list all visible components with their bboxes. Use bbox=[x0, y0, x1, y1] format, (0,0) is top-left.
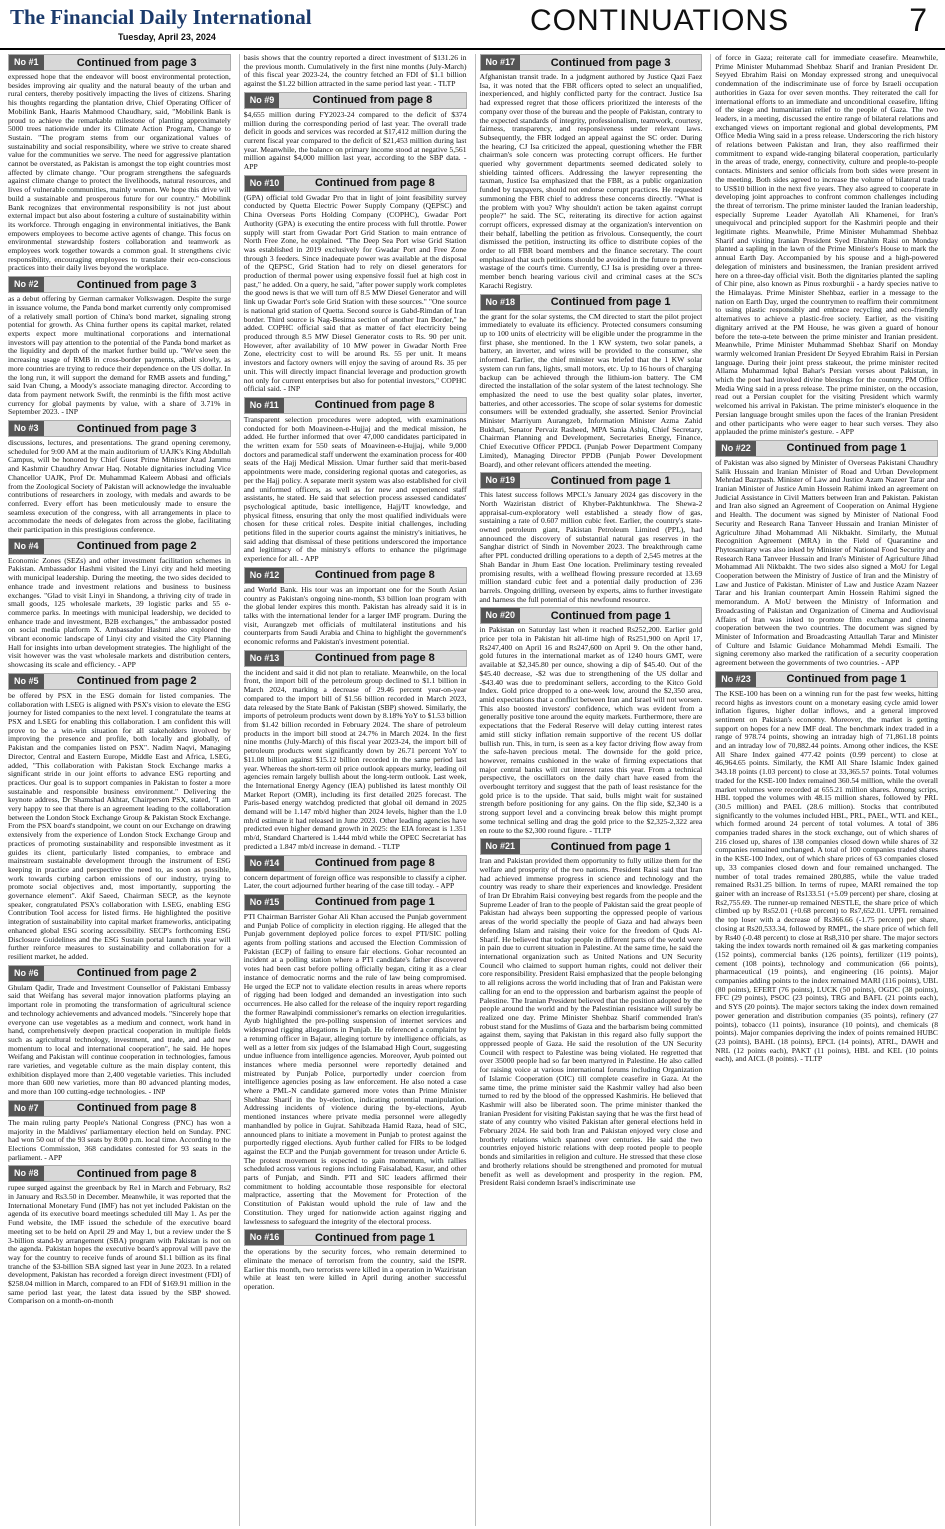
continued-from-label: Continued from page 8 bbox=[76, 1167, 197, 1180]
continuation-story bbox=[8, 965, 231, 1097]
story-header bbox=[480, 54, 703, 71]
continuation-story bbox=[8, 276, 231, 417]
story-body: concern department of foreign office was responsible to classify a cipher. Later, the court adjourned further hearing of the case till today. - APP bbox=[243, 872, 467, 891]
story-header bbox=[715, 440, 938, 457]
story-header bbox=[480, 294, 703, 311]
continuation-story bbox=[715, 440, 938, 668]
story-body: PTI Chairman Barrister Gohar Ali Khan accused the Punjab government and Punjab Police of complicity in election rigging. He alleged that the Punjab government deployed police forces to expel PTI/SIC polling agents from polling stations and accused the Election Commission of Pakistan (ECP) of failing to ensure fair elections. Gohar recounted an incident at a polling station where a PTI candidate's father discovered votes had been cast before polling officially began, citing it as a clear instance of democratic norms and the rule of law being compromised. He urged the ECP not to validate election results in areas where reports of rigging had been lodged and demanded an investigation into such occurrences. He also called for the release of the inquiry report regarding the former Rawalpindi commissioner's remarks on election irregularities. Ayub highlighted the pre-polling suspension of internet services and widespread rigging allegations in Punjab. He referenced a complaint by a returning officer in Bajaur, alleging torture by intelligence officials, as well as a letter from six judges of the Islamabad High Court, suggesting undue influence from intelligence agencies. Moreover, Ayub pointed out instances where media personnel were reportedly detained and mistreated by Punjab Police, purportedly under coercion from intelligence agencies posing as law enforcement. He also noted a case where a PML-N candidate garnered more votes than Prime Minister Shehbaz Sharif in the by-election, indicating potential manipulation. Addressing incidents of violence during the by-elections, Ayub mentioned instances where private media personnel were allegedly manhandled by police in Gujrat. Sahibzada Hamid Raza, head of SIC, announced plans to initiate a movement in Punjab to protest against the purportedly rigged elections. Ayub further called for FIRs to be lodged against the ECP and the Punjab government for treason under Article 6. The protest movement is expected to gain momentum, with rallies scheduled across various regions including Faisalabad, Kasur, and other parts of Punjab, and Sindh. PTI and SIC leaders affirmed their commitment to holding accountable those responsible for electoral malpractice, asserting that the Movement for Protection of the Constitution of Pakistan would uphold the rule of law and the Constitution. They urged for nationwide action against rigging and lawlessness to safeguard the integrity of the electoral process. bbox=[243, 911, 467, 1226]
story-header bbox=[8, 276, 231, 293]
continued-from-label: Continued from page 1 bbox=[786, 673, 907, 686]
story-number: No #2 bbox=[9, 277, 44, 292]
story-number: No #23 bbox=[716, 672, 756, 687]
paper-name: The Financial Daily International bbox=[10, 5, 312, 29]
story-header bbox=[715, 671, 938, 688]
continuation-story bbox=[244, 1229, 467, 1292]
story-number: No #22 bbox=[716, 441, 756, 456]
continued-from-label: Continued from page 2 bbox=[76, 675, 197, 688]
continuation-story bbox=[244, 397, 467, 564]
story-number: No #7 bbox=[9, 1101, 44, 1116]
story-number: No #17 bbox=[481, 55, 521, 70]
story-body: rupee surged against the greenback by Re1 in March and February, Rs2 in January and Rs3.50 in December. Meanwhile, it was reported that the International Monetary Fund (IMF) has not yet included Pakistan on the agenda of its executive board meetings scheduled till May 1. As per the Fund website, the IMF issued the schedule of the executive board meeting set to be held on April 29 and May 1, but a review under the $ 3-billion stand-by arrangement (SBA) program with Pakistan is not on the agenda. Pakistan hopes the executive board's approval will pave the way for the country to receive funds of around $1.1 billion as its final tranche of the $3-billion SBA signed last year in June 2023. In a related development, Pakistan has recorded a foreign direct investment (FDI) of $258.04 million in March, compared to an FDI of $169.91 million in the same period last year, the latest data issued by the SBP showed. Comparison on a month-on-month bbox=[8, 1183, 231, 1306]
story-body: the operations by the security forces, who remain determined to eliminate the menace of terrorism from the country, said the ISPR. Earlier this month, two terrorists were killed in a operation in Waziristan while at least ten were killed in April during another successful operation. bbox=[243, 1247, 467, 1292]
story-body: as a debut offering by German carmaker Volkswagen. Despite the surge in issuance volume, the Panda bond market currently only compromised of a relatively small portion of China's bond market, signaling strong potential for growth. As China further opens its capital market, related experts expect more multinational corporations and international investors will pay attention to the potential of the Panda bond market as the liquidity and depth of the market further build up. "We've seen the increasing usage of RMB in cross-border payments, albeit slowly, as more countries are trying to reduce their dependence on the US dollar. In the long run, it will support the demand for RMB assets and funding," said Ivan Chung, a Moody's associate managing director. According to data from payment network Swift, the renminbi is the fifth most active currency for global payments by value, with a share of 3.71% in September 2023. - INP bbox=[8, 294, 231, 417]
story-header bbox=[8, 1100, 231, 1117]
story-header bbox=[480, 607, 703, 624]
story-body: expressed hope that the endeavor will boost environmental protection, besides improving air quality and the natural beauty of the urban and rural centers, thereby positively impacting the lives of citizens. Sharing his thoughts regarding the plantation drive, Chief Operating Officer of Mobilink Bank, Haaris Mahmood Chaudhary, said, "Mobilink Bank is proud to achieve the remarkable milestone of planting approximately 5000 trees nationwide under its Climate Action Program, Change to Sustain. "The program stems from our organizational values of sustainability and social responsibility, where we strive to create shared value for the communities we serve. The need for aggressive plantation cannot be overstated, as Pakistan is amongst the top eight countries most affected by climate change. "Our program strengthens the safeguards against climate change to protect the livelihoods, natural resources, and lives of vulnerable communities, mainly women. We hope this drive will build a sustainable and prosperous future for our country." Mobilink Bank recognizes that environmental responsibility is not just about external impact but also about fostering a culture of sustainability within its workforce. Through engaging in environmental initiatives, the Bank empowers employees to become active agents of change. This focus on environmental stewardship fosters collaboration and teamwork as employees work together towards a common goal. It strengthens civic responsibility, encouraging employees to translate their eco-conscious practices into their daily lives beyond the workplace. bbox=[8, 72, 231, 273]
story-header bbox=[244, 175, 467, 192]
story-header bbox=[8, 965, 231, 982]
continuation-story bbox=[480, 294, 703, 470]
continued-from-label: Continued from page 8 bbox=[314, 177, 435, 190]
continuation-story bbox=[244, 894, 467, 1226]
continuation-story bbox=[244, 92, 467, 172]
continuation-story bbox=[8, 54, 231, 273]
story-number: No #16 bbox=[245, 1230, 285, 1245]
story-number: No #14 bbox=[245, 856, 285, 871]
story-body: the grant for the solar systems, the CM directed to start the pilot project immediately to evaluate its efficiency. Protected consumers consuming up to 100 units of electricity will be eligible under the programme in the first phase, she mentioned. In the 1 KW system, two solar panels, a battery, an inverter, and wires will be provided to the consumer, she informed. Earlier, the chief minister was briefed that the 1 KW solar system can run fans, lights, small motors, etc. Up to 16 hours of charging backup can be achieved through the lithium-ion battery. The CM directed the installation of the solar system of the latest technology. She emphasized the need to use the best quality solar plates, inverter, batteries, and other accessories. The scope of solar systems for domestic consumers will be extended gradually, she asserted. Senior Provincial Minister Marriyum Aurangzeb, Information Minister Azma Zahid Bukhari, Senator Pervaiz Rasheed, MPA Sania Ashiq, Chief Secretary, Chairman Planning and Development, Secretaries Energy, Finance, Chief Executive Officer PPDCL (Punjab Power Department Company Limited), Managing Director PPDB (Punjab Power Development Board), and other relevant officers attended the meeting. bbox=[479, 311, 703, 469]
continued-from-label: Continued from page 3 bbox=[76, 422, 197, 435]
story-body: Afghanistan transit trade. In a judgment authored by Justice Qazi Faez Isa, it was noted that the FBR officers opted to select an unqualified, inexperienced, and highly conflicted party for the contract. Justice Isa had expressed regret that those officers prioritized the interests of the company over those of the bureau and the people of Pakistan, contrary to the expected standards of integrity, professionalism, teamwork, courtesy, fairness, transparency, and responsiveness under relevant laws. Subsequently, the FBR lodged an appeal against the SC order. During the hearing, CJ Isa criticized the appeal, questioning whether the FBR chairman's sole concern was protecting corrupt officers. He further queried why government departments seemed dedicated solely to shielding tainted officers. Addressing the lawyer representing the taxman, Justice Isa emphasized that the FBR, as a public organization funded by taxpayers, should not endorse corrupt practices. He requested summoning the FBR chief to address these concerns directly. "What is the problem with you? Why shouldn't action be taken against corrupt people?" he said. The SC, reiterating its directive for action against corrupt officers, expressed dismay at the organization's intervention on their behalf, labelling the petition as frivolous. Consequently, the court dismissed the petition, instructing its office to distribute copies of the order to all FBR board members and the finance secretary. The court emphasized that such petitions should be avoided in the future to prevent wastage of the court's time. Currently, CJ Isa is presiding over a three-member bench hearing various civil and criminal cases at the SC's Karachi Registry. bbox=[479, 72, 703, 290]
continued-from-label: Continued from page 8 bbox=[314, 569, 435, 582]
continuation-story bbox=[244, 855, 467, 891]
news-column bbox=[475, 54, 703, 1526]
continuation-story bbox=[244, 650, 467, 852]
story-header bbox=[8, 54, 231, 71]
continued-from-label: Continued from page 8 bbox=[314, 652, 435, 665]
news-column bbox=[710, 54, 938, 1526]
continued-from-label: Continued from page 8 bbox=[314, 857, 435, 870]
continued-from-label: Continued from page 1 bbox=[550, 840, 671, 853]
story-number: No #21 bbox=[481, 839, 521, 854]
continued-from-label: Continued from page 1 bbox=[314, 896, 435, 909]
story-body: The KSE-100 has been on a winning run for the past few weeks, hitting record highs as investors count on a monetary easing cycle amid lower inflation figures, higher dollar inflows, and a general improved sentiment on Pakistan's economy. Moreover, the market is getting support on hopes for a new IMF deal. The benchmark index traded in a range of 978.74 points, showing an intraday high of 71,861.18 points and an intraday low of 70,882.44 points. Among other indices, the KSE All Share Index gained 477.42 points (0.99 percent) to close at 46,964.65 points. Similarly, the KMI All Share Islamic Index gained 343.18 points (1.03 percent) to close at 33,365.57 points. Total volumes traded for the KSE-100 Index remained 360.54 million, while the overall market volumes were recorded at 655.21 million shares. Among scrips, HBL topped the volumes with 48.15 million shares, followed by PRL (30.5 million) and PAEL (28.6 million). Stocks that contributed significantly to the volumes included HBL, PRL, PAEL, WTL and KEL, which formed around 24 percent of total volumes. A total of 386 companies traded shares in the stock exchange, out of which shares of 216 closed up, shares of 138 companies closed down while shares of 32 companies remained unchanged. A total of 100 companies traded shares in the KSE-100 Index, out of which share prices of 63 companies closed up, 33 companies closed down and four remained unchanged. The number of total trades remained 280,885, while the value traded remained Rs31.25 billion. In terms of rupee, MARI remained the top gainer with an increase of Rs133.51 (+5.09 percent) per share, closing at Rs2,755.69. The runner-up remained NESTLE, the share price of which climbed up by Rs52.01 (+0.68 percent) to Rs7,652.01. UPFL remained the top loser with a decrease of Rs366.66 (-1.75 percent) per share, closing at Rs20,533.34, followed by RMPL, the share price of which fell by Rs40 (-0.48 percent) to close at Rs8,310 per share. The major sectors taking the index towards north remained oil & gas marketing companies (152 points), commercial banks (126 points), fertilizer (119 points), cement (108 points), technology and communication (66 points), pharmaceutical (19 points), and engineering (16 points). Major companies adding points to the index remained MARI (116 points), UBL (80 points), EFERT (76 points), LUCK (50 points), OGDC (38 points), FFC (29 points), PSOC (23 points), TRG and BAFL (21 points each), and SYS (20 points). The major sectors taking the index down remained power generation and distribution companies (35 points), refinery (27 points), tobacco (11 points), insurance (10 points), and chemicals (8 points). Major companies depriving the index of points remained HUBC (23 points), BAHL (18 points), EPCL (14 points), ATRL, DAWH and NRL (12 points each), PAKT (11 points), HBL and KEL (10 points each), and AICL (8 points). - TLTP bbox=[715, 688, 938, 1064]
story-body: discussions, lectures, and presentations. The grand opening ceremony, scheduled for 9:00 AM at the main auditorium of UAJK's King Abdullah Campus, will be honored by Chief Guest Prime Minister Azad Jammu and Kashmir Chaudhry Anwar Haq. Notable dignitaries including Vice Chancellor UAJK, Prof Dr. Muhammad Kaleem Abbasi and officials from the Zoological Society of Pakistan will acknowledge the invaluable contributions of researchers in zoology, with medals and awards to be conferred. Every effort has been meticulously made to ensure the seamless execution of the congress, with all arrangements in place to accommodate the needs of delegates from across the globe, facilitating their participation in this prestigious conference. bbox=[8, 438, 231, 535]
story-number: No #19 bbox=[481, 473, 521, 488]
continuation-story bbox=[244, 567, 467, 647]
story-header bbox=[8, 1165, 231, 1182]
continuation-story bbox=[244, 54, 467, 89]
story-body: basis shows that the country reported a direct investment of $131.26 in the previous month. Cumulatively in the first nine months (July-March) of this fiscal year 2023-24, the country fetched an FDI of $1.1 billion against the $1.22 billion attracted in the same period last year. - TLTP bbox=[243, 54, 467, 89]
article-columns bbox=[8, 54, 938, 1526]
story-body: of force in Gaza; reiterate call for immediate ceasefire. Meanwhile, Prime Minister Muhammad Shehbaz Sharif and Iranian President Dr. Seyyed Ebrahim Raisi on Monday expressed strong and unequivocal condemnation of the indiscriminate use of force by Israeli occupation authorities in Gaza for over seven months. They reiterated the call for international efforts to an immediate and unconditional ceasefire, lifting of the siege and humanitarian relief to the people of Gaza. The two leaders, in a meeting, discussed the entire range of bilateral relations and exchanged views on important regional and global developments, PM Office Media Wing said in a press release. Underscoring the rich history of relations between Pakistan and Iran, they also reaffirmed their commitment to expand wide-ranging bilateral cooperation, particularly in the areas of trade, energy, connectivity, culture and people-to-people contacts. Ministers and senior officials from both sides were present in the meeting. Both sides agreed to increase the volume of bilateral trade to US$10 billion in the next five years. They also agreed to cooperate in developing joint approaches to confront common challenges including the threat of terrorism. The prime minister lauded the Iranian leadership, especially Supreme Leader Ayatollah Ali Khamenei, for Iran's unequivocal and principled support for the Kashmiri people and their legitimate rights. Meanwhile, Prime Minister Muhammad Shehbaz Sharif and visiting Iranian President Syed Ebrahim Raisi on Monday planted a sapling in the lawn of the Prime Minister's House to mark the annual Earth Day. Accompanied by his spouse and a high-powered delegation of ministers and businessmen, the Iranian president arrived here on a three-day official visit. Both the dignitaries planted the sapling of Chir pine, also known as Pinus roxburghii - a hardy species native to the Himalayas. Prime Minister Shehbaz, earlier in a message to the nation on Earth Day, urged the countrymen to reaffirm their commitment to using plastic responsibly and embrace recycling and eco-friendly alternatives to achieve a plastic-free society. Earlier, as the visiting dignitary arrived at the PM House, he was given a guard of honour before the tete-a-tete between the prime minister and Iranian president. Meanwhile, Prime Minister Muhammad Shehbaz Sharif on Monday warmly welcomed Iranian President Dr Seyyed Ebrahim Raisi in Persian language. During their joint press stakeout, the prime minister recited Allama Muhammad Iqbal Bahar's Persian verses about Pakistan, in which the poet had invoked divine blessings for the country, PM Office Media Wing said in a press release. The prime minister, on the occasion, read out a Persian couplet for the visiting President which warmly welcomed his arrival in Pakistan. The prime minister's eloquence in the Persian language brought smiles upon the faces of the Iranian President and other participants who were eager to hear such verses. They also applauded the prime minister's gesture. - APP bbox=[715, 54, 938, 437]
story-header bbox=[8, 420, 231, 437]
story-body: and World Bank. His tour was an important one for the South Asian country as Pakistan's ongoing nine-month, $3 billion loan program with the global lender expires this month. Pakistan has already said it is in talks with the international lender for a larger IMF program. During the visit, Aurangzeb met officials of multilateral institutions and his counterparts from Saudi Arabia and China to highlight the government's economic reforms and Pakistan's investment potential. bbox=[243, 584, 467, 647]
story-header bbox=[244, 894, 467, 911]
continuation-story bbox=[8, 1100, 231, 1163]
page-number: 7 bbox=[909, 2, 927, 38]
story-body: Ghulam Qadir, Trade and Investment Counsellor of Pakistani Embassy said that Weifang has several major innovation platforms playing an important role in promoting the transformation of agricultural science and technology achievements and advanced models. "Sincerely hope that everyone can use vegetables as a medium and connect, work hand in hand, comprehensively deepen practical cooperation in multiple fields such as agricultural technology, investment, and trade, and add new momentum to local and international cooperation", he said. He hopes Weifang and Pakistan will continue cooperation in technologies, famous rare varieties, and vegetable culture as the main display content, this exhibition displayed more than 2,400 vegetable varieties. This included more than 600 new varieties, more than 80 advanced planting modes, and more than 100 cutting-edge technologies. - INP bbox=[8, 982, 231, 1097]
continued-from-label: Continued from page 8 bbox=[76, 1102, 197, 1115]
story-number: No #11 bbox=[245, 398, 284, 413]
story-number: No #15 bbox=[245, 895, 285, 910]
story-body: Economic Zones (SEZs) and other investment facilitation schemes in Pakistan. Ambassador Hashmi visited the Linyi city and held meeting with municipal leadership. During the meeting, the two sides decided to enhance trade and investment relations and business to business exchanges. "Glad to visit Linyi in Shandong, a thriving city of trade in small goods, 125 wholesale markets, 39 logistic parks and 55 e-commerce parks. In meetings with municipal leadership, we decided to enhance trade and investment, B2B exchanges," the ambassador posted on social media platform X. Ambassador Hashmi also explored the vibrant economic landscape of Linyi city and visited the City Planning Hall for insights into urban development strategies. The highlight of the visit however was the vast wholesale markets and distribution centers, showcasing its scale and efficiency. - APP bbox=[8, 555, 231, 670]
story-body: $4,655 million during FY2023-24 compared to the deficit of $374 million during the corresponding period of last year. The overall trade deficit in goods and services was recorded at $17,412 million during the current fiscal year compared to the deficit of $21,453 million during last year. Meanwhile, the balance on primary income stood at negative 5,561 million against $4,000 million last year, according to the SBP data. - APP bbox=[243, 109, 467, 172]
story-number: No #12 bbox=[245, 568, 285, 583]
continuation-story bbox=[8, 1165, 231, 1306]
story-number: No #10 bbox=[245, 176, 285, 191]
story-number: No #5 bbox=[9, 674, 44, 689]
continued-from-label: Continued from page 1 bbox=[550, 296, 671, 309]
continued-from-label: Continued from page 1 bbox=[550, 474, 671, 487]
continuation-story bbox=[715, 671, 938, 1064]
issue-date: Tuesday, April 23, 2024 bbox=[118, 32, 216, 42]
continuation-story bbox=[8, 538, 231, 670]
continued-from-label: Continued from page 1 bbox=[550, 609, 671, 622]
continued-from-label: Continued from page 2 bbox=[76, 540, 197, 553]
story-header bbox=[244, 397, 467, 414]
story-body: (GPA) official told Gwadar Pro that in light of joint feasibility survey conducted by Quetta Electric Power Supply Company (QEPSC) and China Overseas Ports Holding Company (COPHC), Gwadar Port Authority (GPA) is executing the entire process with full throttle. Power supply will start from Gwadar Port Grid Station to main entrance of North Free Zone, he explained. "The Deep Sea Port wise Grid Station was established in 2019 exclusively for Gwadar Port and Free Zone through 3 feeders. Since inadequate power was available at the disposal of the QEPSC, Grid Station had to rely on diesel generators for production of thermal power using expensive fossil fuel at high cost in past," he added. On a query, he said, "after power supply work completes the good news is that we will turn off 8.5 MW Diesel Generator and will link up Gwadar Port's sole Grid Station with these sources." "One source is national grid station of Quetta. Second source is Gabd-Rimdan of Iran border. Third source is Nag-Besima section of another Iran Border," he added. COPHC official said that as matter of fact electricity being produced through 8.5 MW Diesel Generator costs to Rs. 90 per unit. However, after availability of 10 MW power in Gwadar North Free Zone, electricity cost to will be around Rs. 55 per unit. It means investors and factory owners will enjoy the saving of around Rs. 35 per unit. This will directly impact financial leverage and production growth not only for current enterprises but also for potential investors," COPHC official said. - INP bbox=[243, 192, 467, 394]
continuation-story bbox=[480, 54, 703, 291]
story-body: of Pakistan was also signed by Minister of Overseas Pakistani Chaudhry Salik Hussain and Iranian Minister of Road and Urban Development Mehrdad Bazrpash. Minister of Law and Justice Azam Nazeer Tarar and Iranian Minister of Justice Amin Hossein Rahimi inked an agreement on Judicial Assistance in Civil Matters between Iran and Pakistan. Pakistan and Iran also signed an Agreement of Cooperation on Animal Hygiene and Health. The document was signed by Minister of National Food Security and Research Rana Tanveer Hussain and Iranian Minister of Agriculture Jihad Mohammad Ali Nikbakht. Similarly, the Mutual Recognition Agreement (MRA) in the Field of Quarantine and Phytosanitary was also inked by Minister of National Food Security and Research Rana Tanveer Hussain and Iran's Minister of Agriculture Jihad Mohammad Ali Nikbakht. The two sides also signed a MoU for Legal Cooperation between the Ministry of Justice of Iran and the Ministry of Law and Justice of Pakistan. Minister of Law and Justice Azam Nazeer Tarar and his Iranian counterpart Amin Hossein Rahimi signed the memorandum. A MoU between the Ministry of Information and Broadcasting of Pakistan and Organization of Cinema and Audiovisual Affairs of Iran was inked to promote film exchange and cinema cooperation between the two countries. The document was signed by Minister of Information and Broadcasting Attaullah Tarar and Minister of Culture and Islamic Guidance Mohammad Mehdi Esmaili. The signing ceremony also marked the ratification of a security cooperation agreement between the governments of two countries. - APP bbox=[715, 457, 938, 668]
story-header bbox=[480, 472, 703, 489]
story-number: No #1 bbox=[9, 55, 44, 70]
story-number: No #20 bbox=[481, 608, 521, 623]
story-body: The main ruling party People's National Congress (PNC) has won a majority in the Maldives' parliamentary election held on Sunday. PNC had won 50 out of the 93 seats by 8:00 p.m. local time. According to the Elections Commission, 368 candidates contested for 93 seats in the parliament. - APP bbox=[8, 1117, 231, 1162]
news-column bbox=[239, 54, 467, 1526]
story-body: the incident and said it did not plan to retaliate. Meanwhile, on the local front, the import bill of the petroleum group declined to $1.1 billion in March 2024, marking a decrease of 29.46 percent year-on-year compared to the import bill of $1.56 billion recorded in March 2023, data released by the State Bank of Pakistan (SBP) showed. Similarly, the imports of petroleum products went down by 8.18% YoY to $1.53 billion from $1.42 billion recorded in February 2024. The share of petroleum products in the import bill stood at 24.7% in March 2024. In the first nine months (July-March) of this fiscal year 2023-24, the import bill of petroleum products went significantly down by 26.71 percent YoY to $11.08 billion against $15.12 billion recorded in the same period last year. Whereas the short-term oil price outlook appears murky, leading oil agencies remain largely bullish about the long-term outlook. Last week, the International Energy Agency (IEA) published its latest monthly Oil Market Report (OMR), including its first detailed 2025 forecast. The Paris-based energy watchdog predicted that global oil demand in 2025 demand will be 1.147 mb/d higher than 2024 levels, higher than the 1.0 mb/d estimate it had released in June 2023. Other leading agencies have predicted even higher demand growth in 2025: the EIA forecast is 1.351 mb/d, Standard Chartered is 1.444 mb/d while the OPEC Secretariat has predicted a 1.847 mb/d increase in demand. - TLTP bbox=[243, 667, 467, 851]
continuation-story bbox=[244, 175, 467, 394]
continued-from-label: Continued from page 8 bbox=[312, 94, 433, 107]
story-header bbox=[244, 92, 467, 109]
story-number: No #13 bbox=[245, 651, 285, 666]
section-title: CONTINUATIONS bbox=[530, 4, 790, 37]
continued-from-label: Continued from page 3 bbox=[550, 56, 671, 69]
story-number: No #8 bbox=[9, 1166, 44, 1181]
story-body: Iran and Pakistan provided them opportunity to fully utilize them for the welfare and prosperity of the two nations. President Raisi said that Iran had achieved immense progress in science and technology and the country was ready to share their experiences and knowledge. President of Iran Dr Ebrahim Raisi conveying best regards from the people and the Supreme Leader of Iran to the people of Pakistan said the great people of Pakistan had always been supporting the oppressed people of various areas of the world specially the people of Gaza and had always been defending Islam and raising their voice for the freedom of Quds Al-Sharif. He believed that today people in different parts of the world were in pain due to current situation in Palestine. At the same time, he said the international organization such as United Nations and UN Security Council who claimed to support human rights, could not deliver their core responsibility. President Raisi emphasized that the people belonging to all religions across the world including that of Iran and Pakistan were calling for an end to the oppression and barbarism against the people of Palestine. The Iranian President believed that the position adopted by the people around the world and by the Palestinian resistance will surely be realized one day. Prime Minister Shehbaz Sharif commended Iran's robust stand for the Muslims of Gaza and the barbarism being committed against them, saying that Pakistan in this regard also fully support the oppressed people of Gaza. He said the resolution of the UN Security Council with respect to Palestine was being violated. He regretted that over 35000 people had so far been martyred in Palestine. He also called for raising voice at various international forums including Organization of Islamic Cooperation (OIC) till complete ceasefire in Gaza. At the same time, the prime minister said the Kashmir valley had also been turned to red by the blood of the oppressed Kashmiris. He believed that Kashmir will also be liberated soon. The prime minister thanked the Iranian President for visiting Pakistan saying that he was the first head of state of any country who visited Pakistan after general elections held in February 2024. He said both Iran and Pakistan enjoyed very close and brotherly relations which spanned over centuries. He said the two countries enjoyed historic relations with deep rooted people to people bonds and similarities in religion and culture. He stressed that these close and brotherly relations should be strengthened and promoted for mutual benefit as well as development and prosperity in the region. PM, President Raisi condemn Israel's indiscriminate use bbox=[479, 856, 703, 1188]
story-header bbox=[8, 673, 231, 690]
continued-from-label: Continued from page 8 bbox=[314, 399, 435, 412]
continuation-story bbox=[8, 420, 231, 535]
story-header bbox=[244, 1229, 467, 1246]
continuation-story bbox=[480, 607, 703, 835]
story-body: Transparent selection procedures were adopted, with examinations conducted for both Moavineen-e-Hujjaj and the medical mission, he added. He further informed that over 47,000 candidates participated in the written exam for 550 seats of Moavineen-e-Hujjaj, while 9,000 doctors and paramedical staff underwent the examination process for 400 seats of the Hajj Medical Mission. Umar further said that merit-based appointments were made, considering regional quotas and categories, as per the Hajj policy. A separate merit system was also established for civil and uniformed officers, as well as for new and experienced staff assistants, he stated. He said that selection process assessed candidates' psychological aptitude, basic intelligence, Hajj/IT knowledge, and physical fitness, ensuring that only the most qualified individuals were chosen for these critical roles. Despite initial challenges, including petitions filed in the superior courts against the ministry's initiatives, he said adding that dismissal of these petitions underscored the importance and legitimacy of the ministry's efforts to enhance the pilgrimage experience for all. - APP bbox=[243, 414, 467, 564]
story-header bbox=[480, 838, 703, 855]
story-header bbox=[244, 855, 467, 872]
story-number: No #4 bbox=[9, 539, 44, 554]
continued-from-label: Continued from page 3 bbox=[76, 278, 197, 291]
story-number: No #3 bbox=[9, 421, 44, 436]
story-body: be offered by PSX in the ESG domain for listed companies. The collaboration with LSEG is aligned with PSX's vision to elevate the ESG journey for listed companies to the next level. I congratulate the teams at PSX and LSEG for enabling this collaboration. I am confident this will prove to be a win-win situation for all stakeholders involved by improving the presence and profile, both locally and globally, of Pakistan and the companies listed on PSX". Nadim Naqvi, Managing Director, Central and Eastern Europe, Middle East and Africa, LSEG, added, "This collaboration with Pakistan Stock Exchange marks a significant stride in our joint efforts to advance ESG reporting and practices. Our goal is to support companies in Pakistan to foster a more sustainable and responsible business environment." Delivering the keynote address, Dr Shamshad Akhtar, Chairperson PSX, stated, "I am very happy to see that there is an agreement leading to the collaboration between the London Stock Exchange Group & Pakistan Stock Exchange. From the PSX board's standpoint, we count on our Exchange on drawing extensively from the experience of London Stock Exchange Group and practices of promoting sustainability and responsible investment as it guides its client, particularly listed companies, to embrace and mainstream sustainable development through the instrument of ESG keeping in practice and perspective the need to, as soon as possible, work towards curbing carbon emissions of our industry, trying to promote social objectives and, most importantly, supporting the governance element". Akif Saeed, Chairman SECP, as the keynote speaker, congratulated PSX's collaboration with LSEG, enabling ESG Contribution Tool access for listed firms. He highlighted the positive integration of sustainability into capital market frameworks, anticipating enhanced global ESG scoring accessibility. SECP's forthcoming ESG Disclosure Guidelines and the ESG Sustain portal launch this year will further reinforce measures to sustainability and collaboration for a resilient market, he added. bbox=[8, 690, 231, 961]
news-column bbox=[8, 54, 231, 1526]
continued-from-label: Continued from page 1 bbox=[314, 1231, 435, 1244]
story-number: No #9 bbox=[245, 93, 280, 108]
continuation-story bbox=[8, 673, 231, 962]
continued-from-label: Continued from page 1 bbox=[786, 442, 907, 455]
continuation-story bbox=[715, 54, 938, 437]
story-header bbox=[8, 538, 231, 555]
story-header bbox=[244, 567, 467, 584]
continued-from-label: Continued from page 2 bbox=[76, 967, 197, 980]
continued-from-label: Continued from page 3 bbox=[76, 56, 197, 69]
story-number: No #6 bbox=[9, 966, 44, 981]
continuation-story bbox=[480, 472, 703, 604]
story-header bbox=[244, 650, 467, 667]
masthead bbox=[0, 0, 945, 50]
story-number: No #18 bbox=[481, 295, 521, 310]
story-body: This latest success follows MPCL's January 2024 gas discovery in the North Waziristan district of Khyber-Pakhtunkhwa. The Shewa-2 appraisal-cum-exploratory well established a steady flow of gas, sustaining a rate of 0.607 million cubic feet. Earlier, the country's state-owned petroleum giant, Pakistan Petroleum Limited (PPL), had announced the discovery of substantial natural gas reserves in the Sanghar district of Sindh in November 2023. The breakthrough came after PPL conducted drilling operations to a depth of 2,545 metres at the Shah Bandar in Jhum East One location. Preliminary testing revealed promising results, with a wellhead flowing pressure recorded at 13.69 million standard cubic feet and a potential daily production of 236 barrels. Ongoing drilling, overseen by experts, aims to further investigate and harness the full potential of this newfound resource. bbox=[479, 490, 703, 604]
story-body: in Pakistan on Saturday last when it reached Rs252,200. Earlier gold price per tola in Pakistan hit all-time high of Rs251,900 on April 17, Rs247,400 on April 16 and Rs247,600 on April 9. On the other hand, gold futures in the international market as of 1240 hours GMT, were available at $2,345.80 per ounce, showing a dip of $45.40. Out of the $45.40 decrease, -$2 was due to strengthening of the US dollar and -$43.40 was due to predominant sellers, according to the Kitco Gold Index. Gold price dropped to a one-week low, around the $2,350 area, amid expectations that a conflict between Iran and Israel will not worsen. This also boosted investors' confidence, which was evident from a generally positive tone around the equity markets. Furthermore, there are expectations that the Federal Reserve will delay cutting interest rates amid still sticky inflation remain supportive of the recent US dollar bullish run. This, in turn, is seen as a key factor driving flow away from the safe-haven precious metal. The downside for the gold price, however, remains cushioned in the wake of firming expectations that major central banks will cut interest rates this year. From a technical perspective, the oscillators on the daily chart have eased from the overbought territory and suggest that the path of least resistance for the gold price is to the upside. That said, bulls might wait for sustained strength before positioning for any gains. On the flip side, $2,340 is a strong support level and a convincing break below this might prompt some technical selling and drag the gold price to the $2,325-2,322 area en route to the $2,300 round figure. - TLTP bbox=[479, 625, 703, 835]
continuation-story bbox=[480, 838, 703, 1188]
